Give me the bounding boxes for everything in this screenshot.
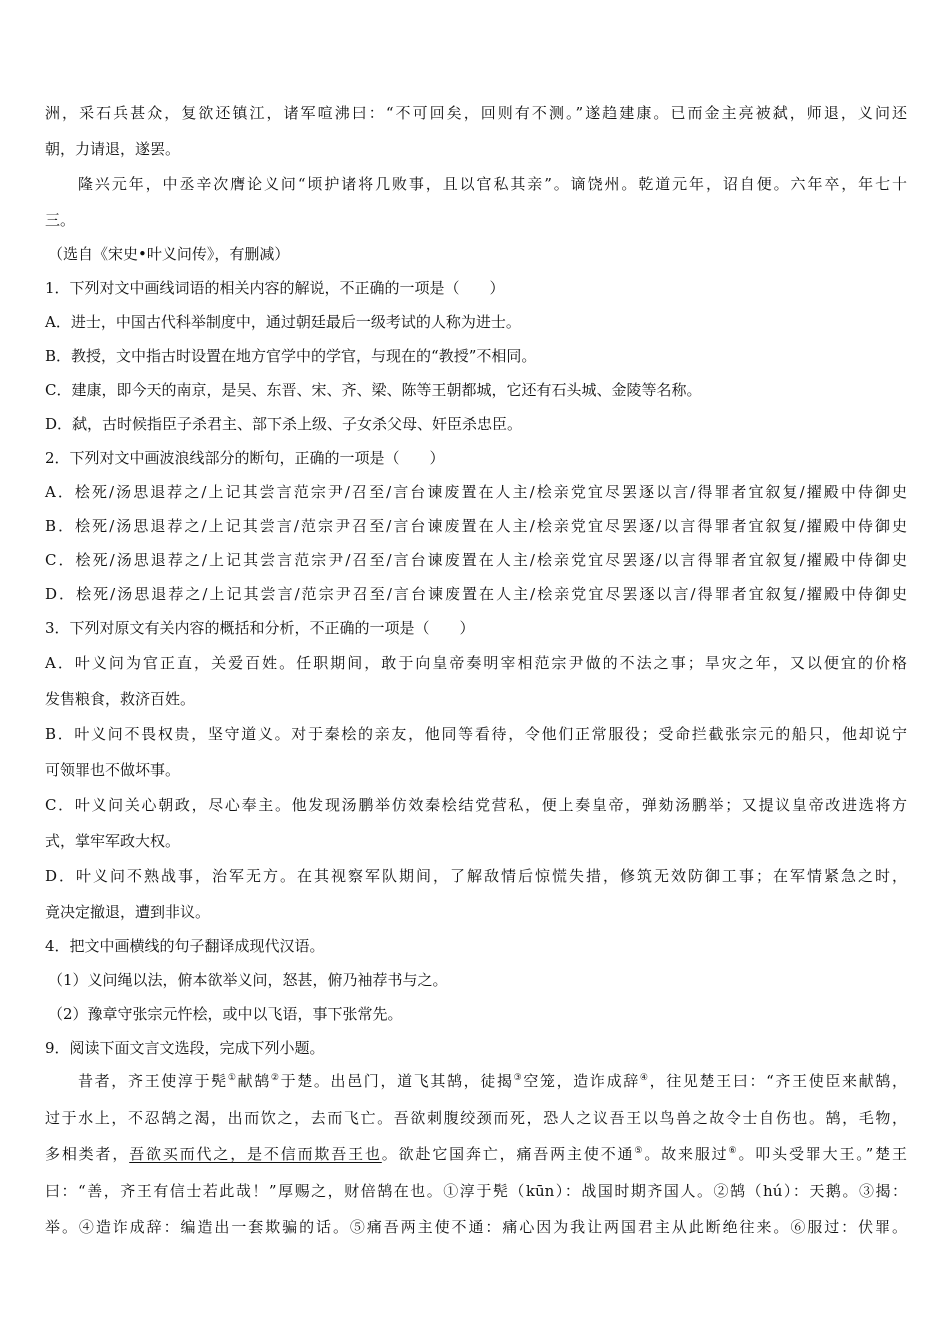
question-1-option-b: B．教授，文中指古时设置在地方官学中的学官，与现在的“教授”不相同。 — [45, 347, 537, 365]
question-4-stem: 4．把文中画横线的句子翻译成现代汉语。 — [45, 937, 325, 955]
question-4-item-1: （1）义问绳以法，俯本欲举义问，怒甚，俯乃袖荐书与之。 — [48, 971, 448, 989]
question-2-option-b: B．桧死/汤思退荐之/上记其尝言/范宗尹召至/言台谏废置在人主/桧亲党宜尽罢逐/以言得罪者宜叙复/擢殿中侍御史 — [45, 517, 907, 535]
question-9-stem: 9．阅读下面文言文选段，完成下列小题。 — [45, 1039, 325, 1057]
footnote-mark: ② — [270, 1073, 281, 1083]
question-4-item-2: （2）豫章守张宗元忤桧，或中以飞语，事下张常先。 — [48, 1005, 403, 1023]
text-run: 。欲赴它国奔亡，痛吾两主使不通 — [381, 1145, 635, 1163]
text-run: ，往见楚王曰：“齐王使臣来献鹄， — [649, 1072, 907, 1090]
question-3-option-d-cont: 竟决定撤退，遭到非议。 — [45, 903, 211, 921]
question-2-option-a: A．桧死/汤思退荐之/上记其尝言范宗尹/召至/言台谏废置在人主/桧亲党宜尽罢逐以言/得罪者宜叙复/擢殿中侍御史 — [45, 483, 907, 501]
text-run: 昔者，齐王使淳于髡 — [78, 1072, 228, 1090]
text-run: 于楚。出邑门，道飞其鹄，徒揭 — [280, 1072, 514, 1090]
question-3-option-c: C．叶义问关心朝政，尽心奉主。他发现汤鹏举仿效秦桧结党营私，便上奏皇帝，弹劾汤鹏举；又提议皇帝改进选将方 — [45, 796, 907, 814]
question-2-option-c: C．桧死/汤思退荐之/上记其尝言范宗尹/召至/言台谏废置在人主/桧亲党宜尽罢逐/以言得罪者宜叙复/擢殿中侍御史 — [45, 551, 907, 569]
question-1-stem: 1．下列对文中画线词语的相关内容的解说，不正确的一项是（ ） — [45, 279, 505, 297]
text-run: 空笼，造诈成辞 — [523, 1072, 640, 1090]
question-3-option-b-cont: 可领罪也不做坏事。 — [45, 761, 181, 779]
footnote-mark: ③ — [513, 1073, 524, 1083]
passage-line: 洲，采石兵甚众，复欲还镇江，诸军喧沸曰：“不可回矣，回则有不测。”遂趋建康。已而金主亮被弑，师退，义问还 — [45, 104, 907, 122]
question-3-option-d: D．叶义问不熟战事，治军无方。在其视察军队期间，了解敌情后惊慌失措，修筑无效防御工事；在军情紧急之时， — [45, 867, 907, 885]
passage-line: 朝，力请退，遂罢。 — [45, 140, 181, 158]
footnote-mark: ⑤ — [634, 1146, 645, 1156]
passage-line: 三。 — [45, 211, 76, 229]
footnote-mark: ④ — [639, 1073, 650, 1083]
question-1-option-d: D．弑，古时候指臣子杀君主、部下杀上级、子女杀父母、奸臣杀忠臣。 — [45, 415, 523, 433]
passage-line: 隆兴元年，中丞辛次膺论义问“顷护诸将几败事，且以官私其亲”。谪饶州。乾道元年，诏自便。六年卒，年七十 — [78, 175, 907, 193]
footnote-mark: ① — [227, 1073, 238, 1083]
q9-passage-line-5: 举。④造诈成辞：编造出一套欺骗的话。⑤痛吾两主使不通：痛心因为我让两国君主从此断绝往来。⑥服过：伏罪。 — [45, 1218, 907, 1236]
text-run: 多相类者， — [45, 1145, 130, 1163]
underlined-sentence: 吾欲买而代之，是不信而欺吾王也 — [129, 1145, 382, 1163]
text-run: 献鹄 — [237, 1072, 271, 1090]
question-3-option-a: A．叶义问为官正直，关爱百姓。任职期间，敢于向皇帝奏明宰相范宗尹做的不法之事；旱灾之年，又以便宜的价格 — [45, 654, 907, 672]
text-run: 。故来服过 — [644, 1145, 729, 1163]
q9-passage-line-4: 曰：“善，齐王有信士若此哉！”厚赐之，财倍鹄在也。①淳于髡（kūn）：战国时期齐国人。②鹄（hú）：天鹅。③揭： — [45, 1182, 907, 1200]
question-3-option-c-cont: 式，掌牢军政大权。 — [45, 832, 181, 850]
passage-source: （选自《宋史•叶义问传》，有删减） — [48, 245, 290, 263]
question-2-stem: 2．下列对文中画波浪线部分的断句，正确的一项是（ ） — [45, 449, 445, 467]
footnote-mark: ⑥ — [728, 1146, 739, 1156]
q9-passage-line-2: 过于水上，不忍鹄之渴，出而饮之，去而飞亡。吾欲刺腹绞颈而死，恐人之议吾王以鸟兽之故令士自伤也。鹄，毛物， — [45, 1109, 907, 1127]
q9-passage-line-1 — [78, 1071, 907, 1091]
question-1-option-a: A．进士，中国古代科举制度中，通过朝廷最后一级考试的人称为进士。 — [45, 313, 521, 331]
text-run: 。叩头受罪大王。”楚王 — [738, 1145, 907, 1163]
question-1-option-c: C．建康，即今天的南京，是吴、东晋、宋、齐、梁、陈等王朝都城，它还有石头城、金陵等名称。 — [45, 381, 702, 399]
question-2-option-d: D．桧死/汤思退荐之/上记其尝言/范宗尹召至/言台谏废置在人主/桧亲党宜尽罢逐以言/得罪者宜叙复/擢殿中侍御史 — [45, 585, 907, 603]
question-3-stem: 3．下列对原文有关内容的概括和分析，不正确的一项是（ ） — [45, 619, 475, 637]
question-3-option-b: B．叶义问不畏权贵，坚守道义。对于秦桧的亲友，他同等看待，令他们正常服役；受命拦截张宗元的船只，他却说宁 — [45, 725, 907, 743]
question-3-option-a-cont: 发售粮食，救济百姓。 — [45, 690, 196, 708]
q9-passage-line-3 — [45, 1144, 907, 1164]
